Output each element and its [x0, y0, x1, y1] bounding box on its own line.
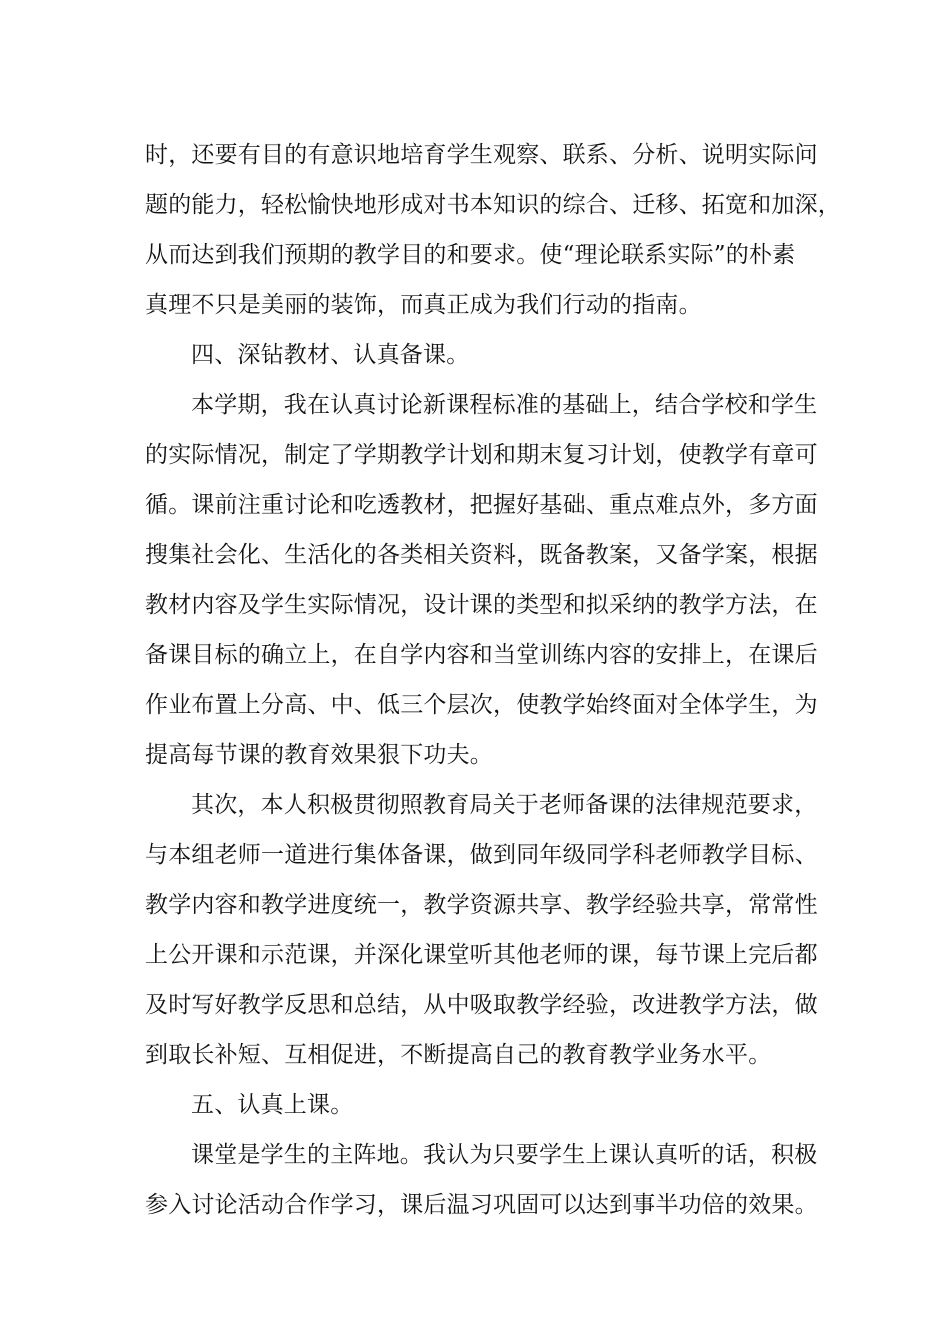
section-heading: 五、认真上课。: [191, 1092, 354, 1118]
text-line: 时，还要有目的有意识地培育学生观察、联系、分析、说明实际问: [145, 142, 818, 168]
text-line: 到取长补短、互相促进，不断提高自己的教育教学业务水平。: [145, 1042, 772, 1068]
text-line: 备课目标的确立上，在自学内容和当堂训练内容的安排上，在课后: [145, 642, 818, 668]
text-line: 真理不只是美丽的装饰，而真正成为我们行动的指南。: [145, 292, 702, 318]
text-line: 题的能力，轻松愉快地形成对书本知识的综合、迁移、拓宽和加深，: [145, 192, 841, 218]
text-line: 教材内容及学生实际情况，设计课的类型和拟采纳的教学方法，在: [145, 592, 818, 618]
text-line: 循。课前注重讨论和吃透教材，把握好基础、重点难点外，多方面: [145, 492, 818, 518]
text-line: 参入讨论活动合作学习，课后温习巩固可以达到事半功倍的效果。: [145, 1192, 818, 1218]
text-line: 搜集社会化、生活化的各类相关资料，既备教案，又备学案，根据: [145, 542, 818, 568]
section-heading: 四、深钻教材、认真备课。: [191, 342, 470, 368]
text-line: 提高每节课的教育效果狠下功夫。: [145, 742, 493, 768]
paragraph-start: 其次，本人积极贯彻照教育局关于老师备课的法律规范要求，: [191, 792, 818, 818]
text-line: 及时写好教学反思和总结，从中吸取教学经验，改进教学方法，做: [145, 992, 818, 1018]
text-line: 作业布置上分高、中、低三个层次，使教学始终面对全体学生，为: [145, 692, 818, 718]
text-line: 与本组老师一道进行集体备课，做到同年级同学科老师教学目标、: [145, 842, 818, 868]
text-line: 教学内容和教学进度统一，教学资源共享、教学经验共享，常常性: [145, 892, 818, 918]
document-body: [145, 130, 841, 1230]
paragraph-start: 本学期，我在认真讨论新课程标准的基础上，结合学校和学生: [191, 392, 818, 418]
text-line: 从而达到我们预期的教学目的和要求。使“理论联系实际”的朴素: [145, 242, 796, 268]
text-line: 上公开课和示范课，并深化课堂听其他老师的课，每节课上完后都: [145, 942, 818, 968]
paragraph-start: 课堂是学生的主阵地。我认为只要学生上课认真听的话，积极: [191, 1142, 818, 1168]
text-line: 的实际情况，制定了学期教学计划和期末复习计划，使教学有章可: [145, 442, 818, 468]
